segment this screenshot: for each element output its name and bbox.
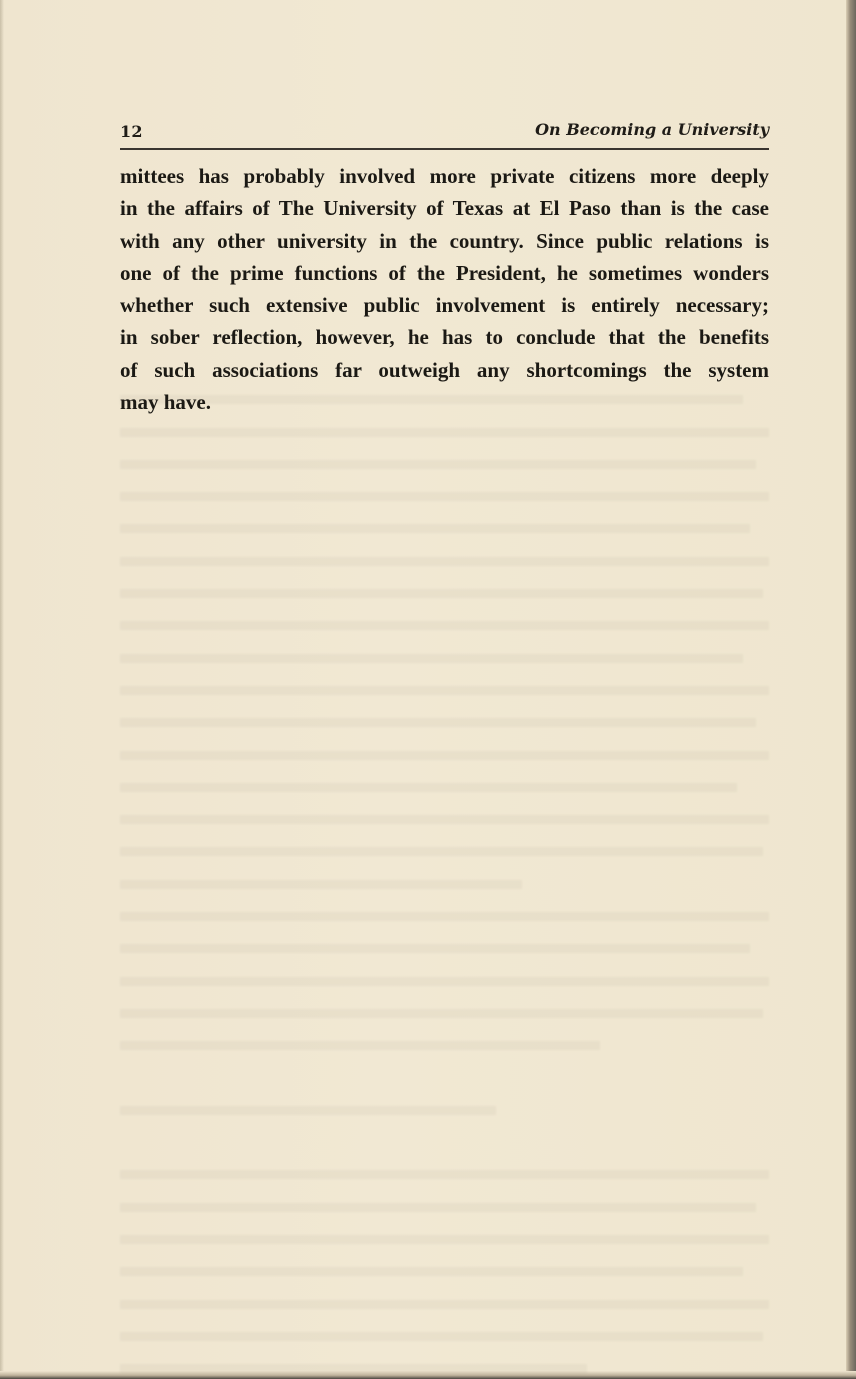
show-through-line: [120, 953, 769, 985]
page-left-edge: [0, 0, 4, 1379]
show-through-line: [120, 856, 522, 888]
body-line: in the affairs of The University of Texas at El Paso than is the case: [120, 196, 769, 221]
show-through-texture: [120, 372, 769, 1172]
show-through-line: [120, 533, 769, 565]
running-header: [120, 118, 769, 146]
show-through-line: [120, 1276, 769, 1308]
page-bottom-edge-shadow: [0, 1371, 856, 1379]
show-through-line: [120, 566, 763, 598]
show-through-line: [120, 1147, 769, 1179]
show-through-line: [120, 986, 763, 1018]
show-through-line: [120, 1341, 587, 1373]
show-through-line: [120, 1212, 769, 1244]
show-through-line: [120, 1309, 763, 1341]
show-through-line: [120, 1018, 600, 1050]
show-through-line: [120, 921, 750, 953]
show-through-line: [120, 501, 750, 533]
show-through-line: [120, 630, 743, 662]
body-line: with any other university in the country. Since public relations is: [120, 228, 769, 253]
show-through-line: [120, 727, 769, 759]
body-line: whether such extensive public involvement is entirely necessary;: [120, 293, 769, 318]
show-through-line: [120, 889, 769, 921]
show-through-line: [120, 792, 769, 824]
show-through-line: [120, 663, 769, 695]
show-through-line: [120, 437, 756, 469]
show-through-line: [120, 1083, 496, 1115]
header-rule: [120, 148, 769, 150]
running-title: On Becoming a University: [535, 120, 769, 139]
show-through-line: [120, 1244, 743, 1276]
page-right-edge-shadow: [846, 0, 856, 1379]
show-through-line: [120, 598, 769, 630]
body-line: may have.: [120, 390, 211, 415]
show-through-line: [120, 824, 763, 856]
body-paragraph: [120, 160, 769, 418]
body-line: in sober reflection, however, he has to conclude that the benefits: [120, 325, 769, 350]
show-through-line: [120, 1179, 756, 1211]
show-through-line: [120, 469, 769, 501]
body-line: of such associations far outweigh any shortcomings the system: [120, 357, 769, 382]
show-through-line: [120, 760, 737, 792]
body-line: one of the prime functions of the President, he sometimes wonders: [120, 260, 769, 285]
show-through-line: [120, 695, 756, 727]
body-line: mittees has probably involved more private citizens more deeply: [120, 164, 769, 188]
page-number: 12: [120, 122, 143, 141]
